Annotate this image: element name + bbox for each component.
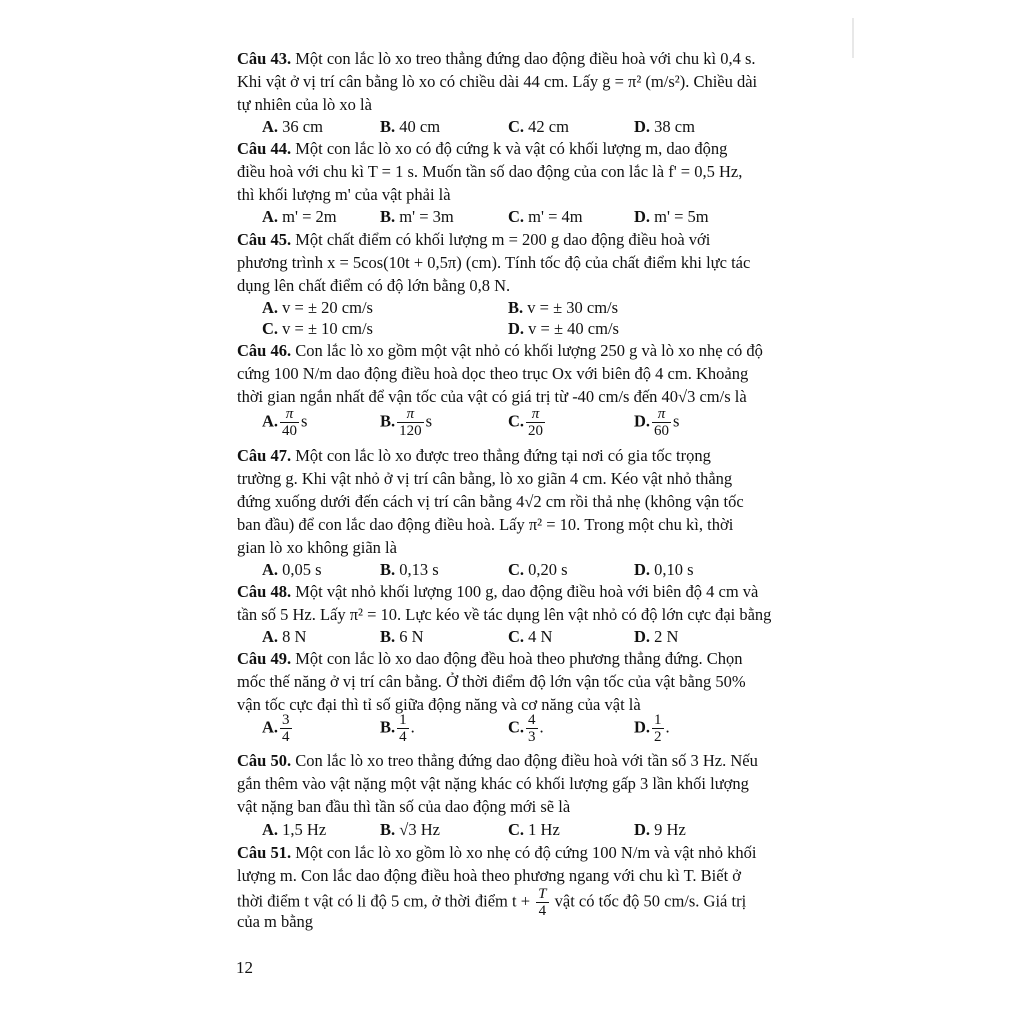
q50-option-d: 9 Hz [654, 820, 686, 839]
q50-option-c: 1 Hz [528, 820, 560, 839]
q49-number: Câu 49. [237, 649, 292, 668]
q43-line-2: Khi vật ở vị trí cân bằng lò xo có chiều dài 44 cm. Lấy g = π² (m/s²). Chiều dài [237, 72, 758, 91]
q44-line-3: thì khối lượng m' của vật phải là [237, 185, 451, 204]
q46-option-a: A. $\frac{\pi}{40}$ s [262, 406, 308, 439]
q46-number: Câu 46. [237, 341, 292, 360]
page-number: 12 [236, 958, 253, 977]
q50-option-b: √3 Hz [399, 820, 440, 839]
q45-line-2: phương trình x = 5cos(10t + 0,5π) (cm). Tính tốc độ của chất điểm khi lực tác [237, 253, 751, 272]
q48-option-c: 4 N [528, 627, 553, 646]
q51-number: Câu 51. [237, 843, 292, 862]
q47-option-a: 0,05 s [282, 560, 322, 579]
scan-edge-mark [852, 18, 854, 58]
q43-option-d: 38 cm [654, 117, 695, 136]
q48-line-1: Câu 48. Một vật nhỏ khối lượng 100 g, dao động điều hoà với biên độ 4 cm và [237, 582, 759, 601]
q46-option-d: D. $\frac{\pi}{60}$ s [634, 406, 680, 439]
q50-line-2: gắn thêm vào vật nặng một vật nặng khác có khối lượng gấp 3 lần khối lượng [237, 774, 749, 793]
q47-line-1: Câu 47. Một con lắc lò xo được treo thẳng đứng tại nơi có gia tốc trọng [237, 446, 711, 465]
q44-option-a: m' = 2m [282, 207, 337, 226]
q47-line-2: trường g. Khi vật nhỏ ở vị trí cân bằng, lò xo giãn 4 cm. Kéo vật nhỏ thẳng [237, 469, 733, 488]
q49-line-1: Câu 49. Một con lắc lò xo dao động đều hoà theo phương thẳng đứng. Chọn [237, 649, 743, 668]
q51-line-3: thời điểm t vật có li độ 5 cm, ở thời điểm t + $\frac{T}{4}$ vật có tốc độ 50 cm/s. Giá trị [237, 886, 747, 919]
q47-line-3: đứng xuống dưới đến cách vị trí cân bằng 4√2 cm rồi thả nhẹ (không vận tốc [237, 492, 744, 511]
q45-number: Câu 45. [237, 230, 292, 249]
q48-option-b: 6 N [399, 627, 424, 646]
q49-line-3: vận tốc cực đại thì tỉ số giữa động năng và cơ năng của vật là [237, 695, 641, 714]
q44-line-2: điều hoà với chu kì T = 1 s. Muốn tần số dao động của con lắc là f' = 0,5 Hz, [237, 162, 743, 181]
q46-option-b: B. $\frac{\pi}{120}$ s [380, 406, 433, 439]
q49-line-2: mốc thế năng ở vị trí cân bằng. Ở thời điểm độ lớn vận tốc của vật bằng 50% [237, 672, 746, 691]
q50-line-1: Câu 50. Con lắc lò xo treo thẳng đứng dao động điều hoà với tần số 3 Hz. Nếu [237, 751, 758, 770]
q43-option-b: 40 cm [399, 117, 441, 136]
q48-number: Câu 48. [237, 582, 292, 601]
q44-option-c: m' = 4m [528, 207, 583, 226]
q45-option-b: v = ± 30 cm/s [527, 298, 619, 317]
q47-line-5: gian lò xo không giãn là [237, 538, 397, 557]
q45-line-3: dụng lên chất điểm có độ lớn bằng 0,8 N. [237, 276, 511, 295]
q49-option-a: A. $\frac{3}{4}$ [262, 712, 290, 745]
q49-option-b: B. $\frac{1}{4}$ . [380, 712, 415, 745]
q51-line-4: của m bằng [237, 912, 314, 931]
q44-line-1: Câu 44. Một con lắc lò xo có độ cứng k và vật có khối lượng m, dao động [237, 139, 728, 158]
q46-line-3: thời gian ngắn nhất để vận tốc của vật có giá trị từ -40 cm/s đến 40√3 cm/s là [237, 387, 747, 406]
q44-number: Câu 44. [237, 139, 292, 158]
q50-line-3: vật nặng ban đầu thì tần số của dao động mới sẽ là [237, 797, 571, 816]
q51-line-1: Câu 51. Một con lắc lò xo gồm lò xo nhẹ có độ cứng 100 N/m và vật nhỏ khối [237, 843, 757, 862]
q49-option-c: C. $\frac{4}{3}$ . [508, 712, 544, 745]
q45-option-d: v = ± 40 cm/s [528, 319, 619, 338]
q48-option-a: 8 N [282, 627, 307, 646]
q43-option-c: 42 cm [528, 117, 569, 136]
q43-number: Câu 43. [237, 49, 292, 68]
q47-number: Câu 47. [237, 446, 292, 465]
q44-option-b: m' = 3m [399, 207, 454, 226]
q44-option-d: m' = 5m [654, 207, 709, 226]
q47-option-b: 0,13 s [399, 560, 439, 579]
textbook-page: Câu 43. Một con lắc lò xo treo thẳng đứng dao động điều hoà với chu kì 0,4 s. Khi vật ở vị trí cân bằng lò xo có chiều dài 44 cm. Lấy g = π² (m/s²). Chiều dài tự nhiên của lò xo là A. 36 cm B. 40 cm C. 42 cm D. 38 cm Câu 44. Một con lắc lò xo có độ cứng k và vật có khối lượng m, dao động điều hoà với chu kì T = 1 s. Muốn tần số dao động của con lắc là f' = 0,5 Hz, thì khối lượng m' của vật phải là A. m' = 2m B. m' = 3m C. m' = 4m D. m' = 5m Câu 45. Một chất điểm có khối lượng m = 200 g dao động điều hoà với phương trình x = 5cos(10t + 0,5π) (cm). Tính tốc độ của chất điểm khi lực tác dụng lên chất điểm có độ lớn bằng 0,8 N. A. v = ± 20 cm/s B. v = ± 30 cm/s C. v = ± 10 cm/s D. v = ± 40 cm/s Câu 46. Con lắc lò xo gồm một vật nhỏ có khối lượng 250 g và lò xo nhẹ có độ cứng 100 N/m dao động điều hoà dọc theo trục Ox với biên độ 4 cm. Khoảng thời gian ngắn nhất để vận tốc của vật có giá trị từ -40 cm/s đến 40√3 cm/s là A. $\frac{\pi}{40}$ s B. $\frac{\pi}{120}$ s C. $\frac{\pi}{20}$ D. $\frac{\pi}{60}$ s Câu 47. Một con lắc lò xo được treo thẳng đứng tại nơi có gia tốc trọng trường g. Khi vật nhỏ ở vị trí cân bằng, lò xo giãn 4 cm. Kéo vật nhỏ thẳng đứng xuống dưới đến cách vị trí cân bằng 4√2 cm rồi thả nhẹ (không vận tốc ban đầu) để con lắc dao động điều hoà. Lấy π² = 10. Trong một chu kì, thời gian lò xo không giãn là A. 0,05 s B. 0,13 s C. 0,20 s D. 0,10 s Câu 48. Một vật nhỏ khối lượng 100 g, dao động điều hoà với biên độ 4 cm và tần số 5 Hz. Lấy π² = 10. Lực kéo về tác dụng lên vật nhỏ có độ lớn cực đại bằng A. 8 N B. 6 N C. 4 N D. 2 N Câu 49. Một con lắc lò xo dao động đều hoà theo phương thẳng đứng. Chọn mốc thế năng ở vị trí cân bằng. Ở thời điểm độ lớn vận tốc của vật bằng 50% vận tốc cực đại thì tỉ số giữa động năng và cơ năng của vật là A. $\frac{3}{4}$ B. $\frac{1}{4}$ . C. $\frac{4}{3}$ . D. $\frac{1}{2}$ . Câu 50. Con lắc lò xo treo thẳng đứng dao động điều hoà với tần số 3 Hz. Nếu gắn thêm vào vật nặng một vật nặng khác có khối lượng gấp 3 lần khối lượng vật nặng ban đầu thì tần số của dao động mới sẽ là A. 1,5 Hz B. √3 Hz C. 1 Hz D. 9 Hz Câu 51. Một con lắc lò xo gồm lò xo nhẹ có độ cứng 100 N/m và vật nhỏ khối lượng m. Con lắc dao động điều hoà theo phương ngang với chu kì T. Biết ở thời điểm t vật có li độ 5 cm, ở thời điểm t + $\frac{T}{4}$ vật có tốc độ 50 cm/s. Giá trị của m bằng 12 [0, 0, 1024, 1024]
q48-line-2: tần số 5 Hz. Lấy π² = 10. Lực kéo về tác dụng lên vật nhỏ có độ lớn cực đại bằng [237, 605, 772, 624]
q46-line-2: cứng 100 N/m dao động điều hoà dọc theo trục Ox với biên độ 4 cm. Khoảng [237, 364, 749, 383]
q49-option-d: D. $\frac{1}{2}$ . [634, 712, 670, 745]
q43-option-a: 36 cm [282, 117, 323, 136]
q45-option-a: v = ± 20 cm/s [282, 298, 373, 317]
q47-option-c: 0,20 s [528, 560, 568, 579]
q47-option-d: 0,10 s [654, 560, 694, 579]
q50-number: Câu 50. [237, 751, 292, 770]
q46-option-c: C. $\frac{\pi}{20}$ [508, 406, 544, 439]
q47-line-4: ban đầu) để con lắc dao động điều hoà. Lấy π² = 10. Trong một chu kì, thời [237, 515, 734, 534]
q51-line-2: lượng m. Con lắc dao động điều hoà theo phương ngang với chu kì T. Biết ở [237, 866, 742, 885]
q43-line-1: Câu 43. Một con lắc lò xo treo thẳng đứng dao động điều hoà với chu kì 0,4 s. [237, 49, 756, 68]
q43-line-3: tự nhiên của lò xo là [237, 95, 372, 114]
q46-line-1: Câu 46. Con lắc lò xo gồm một vật nhỏ có khối lượng 250 g và lò xo nhẹ có độ [237, 341, 763, 360]
q45-option-c: v = ± 10 cm/s [282, 319, 373, 338]
q50-option-a: 1,5 Hz [282, 820, 327, 839]
q48-option-d: 2 N [654, 627, 679, 646]
q45-line-1: Câu 45. Một chất điểm có khối lượng m = 200 g dao động điều hoà với [237, 230, 711, 249]
